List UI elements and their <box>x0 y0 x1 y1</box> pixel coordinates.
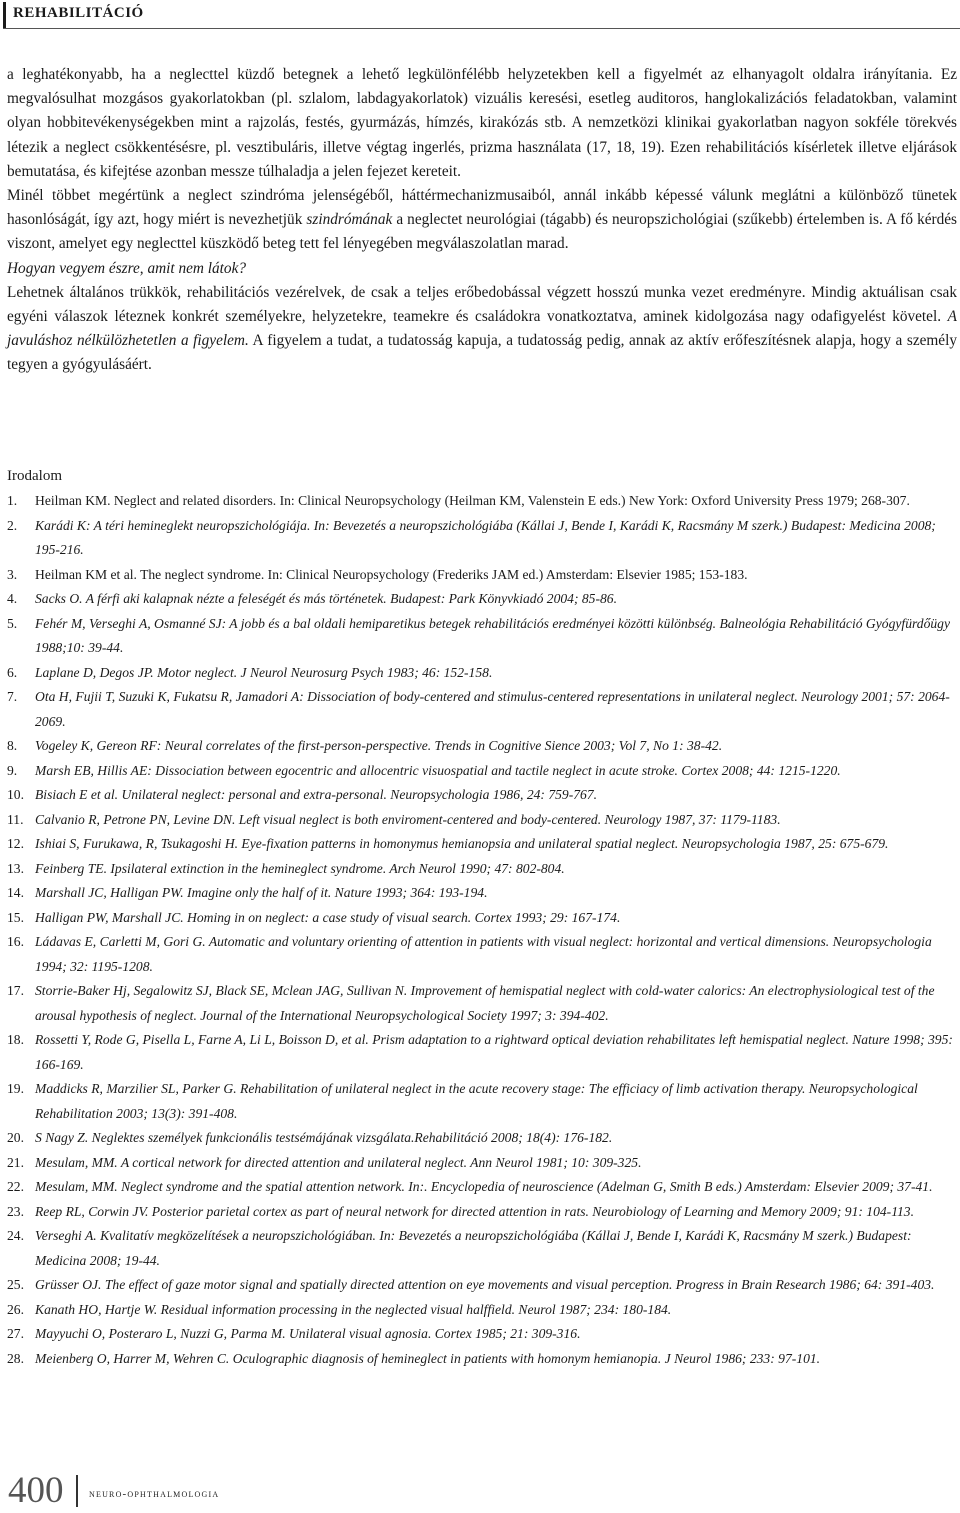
references-title: Irodalom <box>7 468 62 484</box>
reference-item <box>7 1028 957 1077</box>
reference-number: 3. <box>7 566 18 582</box>
reference-item <box>7 808 957 833</box>
reference-number: 23. <box>7 1203 24 1219</box>
reference-item <box>7 1298 957 1323</box>
reference-text: Feinberg TE. Ipsilateral extinction in the hemineglect syndrome. Arch Neurol 1990; 47: 802-804. <box>35 860 565 876</box>
reference-number: 22. <box>7 1179 24 1194</box>
paragraph-2-emphasis: szindrómának <box>306 211 393 229</box>
reference-text: Marshall JC, Halligan PW. Imagine only the half of it. Nature 1993; 364: 193-194. <box>35 885 488 900</box>
reference-text: Meienberg O, Harrer M, Wehren C. Oculographic diagnosis of hemineglect in patients with homonym hemianopia. J Neurol 1986; 233: 97-101. <box>35 1350 821 1366</box>
reference-number: 7. <box>7 689 18 704</box>
reference-text: Karádi K: A téri hemineglekt neuropszichológiája. In: Bevezetés a neuropszichológiába (Kállai J, Bende I, Karádi K, Racsmány M szerk.) Budapest: Medicina 2008; 195-216. <box>35 517 936 557</box>
reference-item <box>7 1224 957 1273</box>
reference-number: 1. <box>7 493 18 508</box>
reference-text: Halligan PW, Marshall JC. Homing in on neglect: a case study of visual search. Cortex 1993; 29: 167-174. <box>35 909 621 925</box>
reference-number: 17. <box>7 983 24 998</box>
paragraph-2-text: Minél többet megértünk a neglect szindróma jelenségéből, háttérmechanizmusaiból, annál inkább képessé válunk meglátni a különböző tünetek hasonlóságát, így azt, hogy miért is nevezhetjük <box>7 187 957 229</box>
reference-number: 14. <box>7 885 24 900</box>
reference-text: Mayyuchi O, Posteraro L, Nuzzi G, Parma M. Unilateral visual agnosia. Cortex 1985; 21: 309-316. <box>35 1326 581 1341</box>
reference-number: 8. <box>7 738 18 753</box>
reference-text: Verseghi A. Kvalitatív megközelítések a neuropszichológiában. In: Bevezetés a neuropszichológiába (Kállai J, Bende I, Karádi K, Racsmány M szerk.) Budapest: Medicina 2008; 19-44. <box>35 1228 912 1268</box>
reference-number: 25. <box>7 1277 24 1292</box>
reference-number: 15. <box>7 909 24 925</box>
reference-number: 18. <box>7 1032 24 1047</box>
reference-item <box>7 514 957 563</box>
reference-number: 24. <box>7 1228 24 1243</box>
reference-text: Mesulam, MM. A cortical network for directed attention and unilateral neglect. Ann Neurol 1981; 10: 309-325. <box>35 1154 642 1170</box>
paragraph-3 <box>7 281 957 378</box>
reference-item <box>7 881 957 906</box>
reference-text: S Nagy Z. Neglektes személyek funkcionális testsémájának vizsgálata.Rehabilitáció 2008; 18(4): 176-182. <box>35 1130 613 1145</box>
paragraph-3-text: Lehetnek általános trükkök, rehabilitációs vezérelvek, de csak a teljes erőbedobással végzett hosszú munka vezet eredményre. Mindig aktuálisan csak egyéni válaszok léteznek konkrét személyekre, helyzetekre, teamekre és családokra vonatkoztatva, aminek kidolgozása nagy odafigyelést követel. <box>7 283 957 326</box>
reference-number: 11. <box>7 811 24 827</box>
reference-number: 21. <box>7 1154 24 1170</box>
reference-number: 27. <box>7 1326 24 1341</box>
reference-number: 12. <box>7 836 24 851</box>
reference-text: Reep RL, Corwin JV. Posterior parietal cortex as part of neural network for directed attention in rats. Neurobiology of Learning and Memory 2009; 91: 104-113. <box>35 1203 914 1219</box>
reference-text: Heilman KM et al. The neglect syndrome. In: Clinical Neuropsychology (Frederiks JAM ed.) Amsterdam: Elsevier 1985; 153-183. <box>35 566 748 582</box>
reference-item <box>7 979 957 1028</box>
question-line: Hogyan vegyem észre, amit nem látok? <box>7 259 247 277</box>
reference-text: Kanath HO, Hartje W. Residual information processing in the neglected visual halffield. Neurol 1987; 234: 180-184. <box>35 1301 672 1317</box>
reference-item <box>7 563 957 588</box>
paragraph-3-emphasis: A javuláshoz nélkülözhetetlen a figyelem. <box>7 308 957 350</box>
reference-item <box>7 1200 957 1225</box>
reference-text: Vogeley K, Gereon RF: Neural correlates of the first-person-perspective. Trends in Cognitive Sience 2003; Vol 7, No 1: 38-42. <box>35 738 723 753</box>
paragraph-3-text-cont: A figyelem a tudat, a tudatosság kapuja, a tudatosság pedig, annak az aktív erőfeszítésnek alapja, hogy a személy tegyen a gyógyulásáért. <box>7 332 957 374</box>
reference-item <box>7 661 957 686</box>
reference-item <box>7 685 957 734</box>
reference-number: 16. <box>7 934 24 949</box>
reference-number: 2. <box>7 517 18 533</box>
reference-number: 9. <box>7 762 18 778</box>
references-section <box>7 464 957 1371</box>
header-underline <box>3 28 960 29</box>
reference-item <box>7 587 957 612</box>
reference-text: Sacks O. A férfi aki kalapnak nézte a feleségét és más történetek. Budapest: Park Könyvkiadó 2004; 85-86. <box>35 591 617 606</box>
reference-text: Ládavas E, Carletti M, Gori G. Automatic and voluntary orienting of attention in patients with visual neglect: horizontal and vertical dimensions. Neuropsychologia 1994; 32: 1195-1208. <box>35 934 932 974</box>
reference-item <box>7 612 957 661</box>
header-rule <box>3 2 6 28</box>
reference-text: Calvanio R, Petrone PN, Levine DN. Left visual neglect is both enviroment-centered and body-centered. Neurology 1987, 37: 1179-1183. <box>35 811 781 827</box>
page-number: 400 <box>8 1470 64 1511</box>
reference-text: Mesulam, MM. Neglect syndrome and the spatial attention network. In:. Encyclopedia of neuroscience (Adelman G, Smith B eds.) Amsterdam: Elsevier 2009; 37-41. <box>35 1179 933 1194</box>
reference-text: Heilman KM. Neglect and related disorders. In: Clinical Neuropsychology (Heilman KM, Valenstein E eds.) New York: Oxford University Press 1979; 268-307. <box>35 493 910 508</box>
reference-number: 20. <box>7 1130 24 1145</box>
reference-item <box>7 759 957 784</box>
reference-item <box>7 832 957 857</box>
reference-number: 28. <box>7 1350 24 1366</box>
reference-text: Maddicks R, Marzilier SL, Parker G. Rehabilitation of unilateral neglect in the acute recovery stage: The efficiacy of limb activation therapy. Neuropsychological Rehabilitation 2003; 13(3): 391-408. <box>35 1081 918 1121</box>
reference-number: 6. <box>7 664 18 680</box>
reference-number: 10. <box>7 787 24 802</box>
journal-name: neuro-ophthalmologia <box>89 1488 220 1500</box>
reference-text: Grüsser OJ. The effect of gaze motor signal and spatially directed attention on eye movements and visual perception. Progress in Brain Research 1986; 64: 391-403. <box>35 1277 935 1292</box>
running-header <box>0 0 960 30</box>
footer-rule <box>76 1475 78 1507</box>
reference-item <box>7 1322 957 1347</box>
reference-item <box>7 783 957 808</box>
reference-text: Ishiai S, Furukawa, R, Tsukagoshi H. Eye-fixation patterns in homonymus hemianopsia and unilateral spatial neglect. Neuropsychologia 1987, 25: 675-679. <box>35 836 889 851</box>
reference-number: 26. <box>7 1301 24 1317</box>
reference-number: 13. <box>7 860 24 876</box>
body-text <box>7 63 957 378</box>
reference-item <box>7 857 957 882</box>
page-footer <box>0 1465 960 1513</box>
reference-item <box>7 734 957 759</box>
reference-text: Rossetti Y, Rode G, Pisella L, Farne A, Li L, Boisson D, et al. Prism adaptation to a rightward optical deviation rehabilitates left hemispatial neglect. Nature 1998; 395: 166-169. <box>35 1032 953 1072</box>
section-title: REHABILITÁCIÓ <box>13 5 144 21</box>
reference-item <box>7 1347 957 1372</box>
reference-number: 5. <box>7 615 18 631</box>
reference-item <box>7 1077 957 1126</box>
reference-item <box>7 489 957 514</box>
reference-text: Bisiach E et al. Unilateral neglect: personal and extra-personal. Neuropsychologia 1986, 24: 759-767. <box>35 787 598 802</box>
reference-item <box>7 1175 957 1200</box>
reference-item <box>7 1273 957 1298</box>
reference-item <box>7 1151 957 1176</box>
paragraph-1: a leghatékonyabb, ha a neglecttel küzdő betegnek a lehető legkülönfélébb helyzetekben kell a figyelmét az elhanyagolt oldalra irányítania. Ez megvalósulhat mozgásos gyakorlatokban (pl. szlalom, labdagyakorlatok) vizuális keresési, esetleg auditoros, hanglokalizációs feladatokban, valamint olyan hobbitevékenységekben mint a rajzolás, festés, gyurmázás, hímzés, kirakózás stb. A nemzetközi klinikai gyakorlatban nagyon sokféle törekvés létezik a neglect csökkentésésre, pl. vesztibuláris, illetve végtag ingerlés, prizma használata (17, 18, 19). Ezen rehabilitációs kísérletek illetve eljárások bemutatása, és kifejtése azonban messze túlhaladja a jelen fejezet kereteit. <box>7 66 957 180</box>
paragraph-2-text-cont: a neglectet neurológiai (tágabb) és neuropszichológiai (szűkebb) értelemben is. A fő kérdés viszont, amelyet egy neglecttel küszködő beteg tett fel lényegében megválaszolatlan marad. <box>7 211 957 253</box>
reference-number: 4. <box>7 591 18 606</box>
paragraph-2 <box>7 184 957 257</box>
reference-text: Storrie-Baker Hj, Segalowitz SJ, Black SE, Mclean JAG, Sullivan N. Improvement of hemispatial neglect with cold-water calorics: An electrophysiological test of the arousal hypothesis of neglect. Journal of the International Neuropsychological Society 1997; 3: 394-402. <box>35 983 935 1023</box>
reference-item <box>7 906 957 931</box>
reference-text: Fehér M, Verseghi A, Osmanné SJ: A jobb és a bal oldali hemiparetikus betegek rehabilitációs eredményei közötti különbség. Balneológia Rehabilitáció Gyógyfürdőügy 1988;10: 39-44. <box>35 615 950 655</box>
references-list <box>7 489 957 1371</box>
reference-item <box>7 930 957 979</box>
reference-number: 19. <box>7 1081 24 1096</box>
reference-item <box>7 1126 957 1151</box>
reference-text: Ota H, Fujii T, Suzuki K, Fukatsu R, Jamadori A: Dissociation of body-centered and stimulus-centered representations in unilateral neglect. Neurology 2001; 57: 2064-2069. <box>35 689 950 729</box>
reference-text: Marsh EB, Hillis AE: Dissociation between egocentric and allocentric visuospatial and tactile neglect in acute stroke. Cortex 2008; 44: 1215-1220. <box>35 762 841 778</box>
reference-text: Laplane D, Degos JP. Motor neglect. J Neurol Neurosurg Psych 1983; 46: 152-158. <box>35 664 493 680</box>
